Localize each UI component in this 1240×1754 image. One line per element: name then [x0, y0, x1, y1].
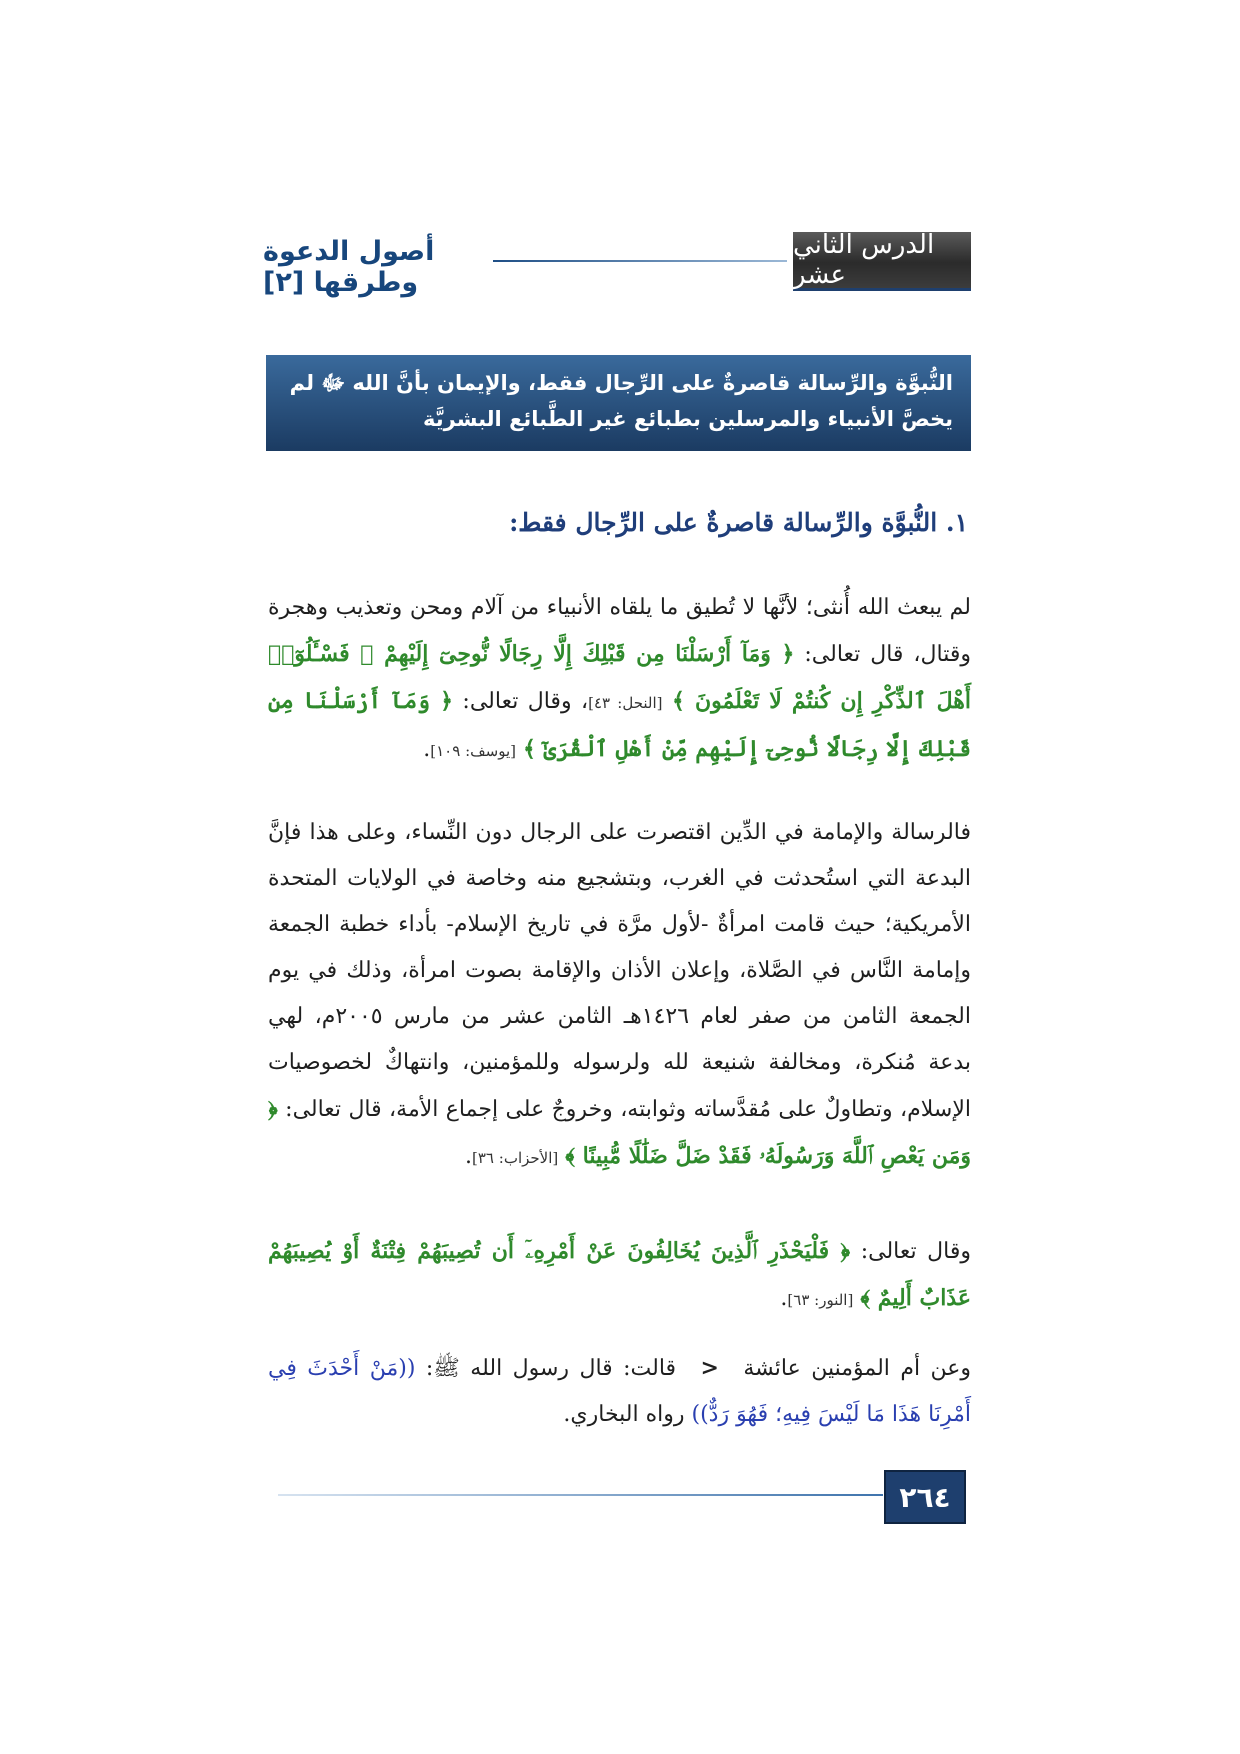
footer-divider — [278, 1494, 883, 1496]
hadith-source: رواه البخاري. — [563, 1402, 685, 1427]
section-heading: ١. النُّبوَّة والرِّسالة قاصرةٌ على الرِّجال فقط: — [509, 508, 968, 537]
verse-reference: [النحل: ٤٣] — [588, 694, 663, 712]
page-number: ٢٦٤ — [884, 1470, 966, 1524]
paragraph-1-intro: لم يبعث الله أُنثى؛ لأنَّها لا تُطيق ما يلقاه الأنبياء من آلام ومحن وتعذيب وهجرة وقتال، قال تعالى: — [268, 595, 971, 667]
honorific-symbol: < — [700, 1355, 719, 1381]
paragraph-3 — [268, 1228, 971, 1323]
verse-reference: [الأحزاب: ٣٦] — [472, 1149, 559, 1167]
paragraph-end: . — [465, 1144, 473, 1169]
paragraph-1 — [268, 585, 971, 774]
quran-verse: ﴿ وَمَآ أَرْسَلْنَا مِن قَبْلِكَ إِلَّا رِجَالًا نُّوحِىٓ إِلَيْهِمْ ۚ فَسْـَٔلُوٓا۟ أَهْلَ ٱلذِّكْرِ إِن كُنتُمْ لَا تَعْلَمُونَ ﴾ — [268, 641, 972, 714]
topic-banner — [266, 355, 971, 451]
verse-reference: [النور: ٦٣] — [787, 1291, 854, 1309]
series-title: أصول الدعوة وطرقها [٢] — [263, 236, 435, 298]
paragraph-2 — [268, 810, 971, 1181]
paragraph-end: . — [423, 737, 431, 762]
verse-reference: [يوسف: ١٠٩] — [430, 742, 516, 760]
hadith-text: ((مَنْ أَحْدَثَ فِي أَمْرِنَا هَذَا مَا لَيْسَ فِيهِ؛ فَهُوَ رَدٌّ)) — [268, 1356, 971, 1427]
page-header — [263, 230, 971, 298]
paragraph-end: . — [780, 1286, 788, 1311]
paragraph-3-intro: وقال تعالى: — [860, 1239, 972, 1264]
quran-verse: ﴿ فَلْيَحْذَرِ ٱلَّذِينَ يُخَالِفُونَ عَنْ أَمْرِهِۦٓ أَن تُصِيبَهُمْ فِتْنَةٌ أَوْ يُصِيبَهُمْ عَذَابٌ أَلِيمٌ ﴾ — [268, 1238, 971, 1311]
quran-verse: ﴿ وَمَن يَعْصِ ٱللَّهَ وَرَسُولَهُۥ فَقَدْ ضَلَّ ضَلَٰلًا مُّبِينًا ﴾ — [268, 1096, 971, 1169]
paragraph-2-text: فالرسالة والإمامة في الدِّين اقتصرت على الرجال دون النِّساء، وعلى هذا فإنَّ البدعة التي استُحدثت في الغرب، وبتشجيع منه وخاصة في الولايات المتحدة الأمريكية؛ حيث قامت امرأةٌ -لأول مرَّة في تاريخ الإسلام- بأداء خطبة الجمعة وإمامة النَّاس في الصَّلاة، وإعلان الأذان والإقامة بصوت امرأة، وذلك في يوم الجمعة الثامن من صفر لعام ١٤٢٦هـ الثامن عشر من مارس ٢٠٠٥م، لهي بدعة مُنكرة، ومخالفة شنيعة لله ولرسوله وللمؤمنين، وانتهاكٌ لخصوصيات الإسلام، وتطاولٌ على مُقدَّساته وثوابته، وخروجٌ على إجماع الأمة، قال تعالى: — [268, 820, 972, 1122]
quran-verse: ﴿ وَمَآ أَرْسَلْنَا مِن قَبْلِكَ إِلَّا رِجَالًا نُّوحِىٓ إِلَيْهِم مِّنْ أَهْلِ ٱلْقُرَىٰٓ ﴾ — [268, 688, 971, 762]
paragraph-1-mid: ، وقال تعالى: — [462, 689, 589, 714]
paragraph-4 — [268, 1345, 971, 1438]
paragraph-4-said: قالت: قال رسول الله ﷺ: — [425, 1356, 677, 1381]
banner-title: النُّبوَّة والرِّسالة قاصرةٌ على الرِّجال فقط، والإيمان بأنَّ الله ﷻ لم يخصَّ الأنبياء والمرسلين بطبائع غير الطَّبائع البشريَّة — [289, 371, 953, 431]
header-divider — [493, 260, 787, 262]
paragraph-4-intro: وعن أم المؤمنين عائشة — [743, 1356, 972, 1381]
lesson-label: الدرس الثاني عشر — [793, 232, 971, 291]
